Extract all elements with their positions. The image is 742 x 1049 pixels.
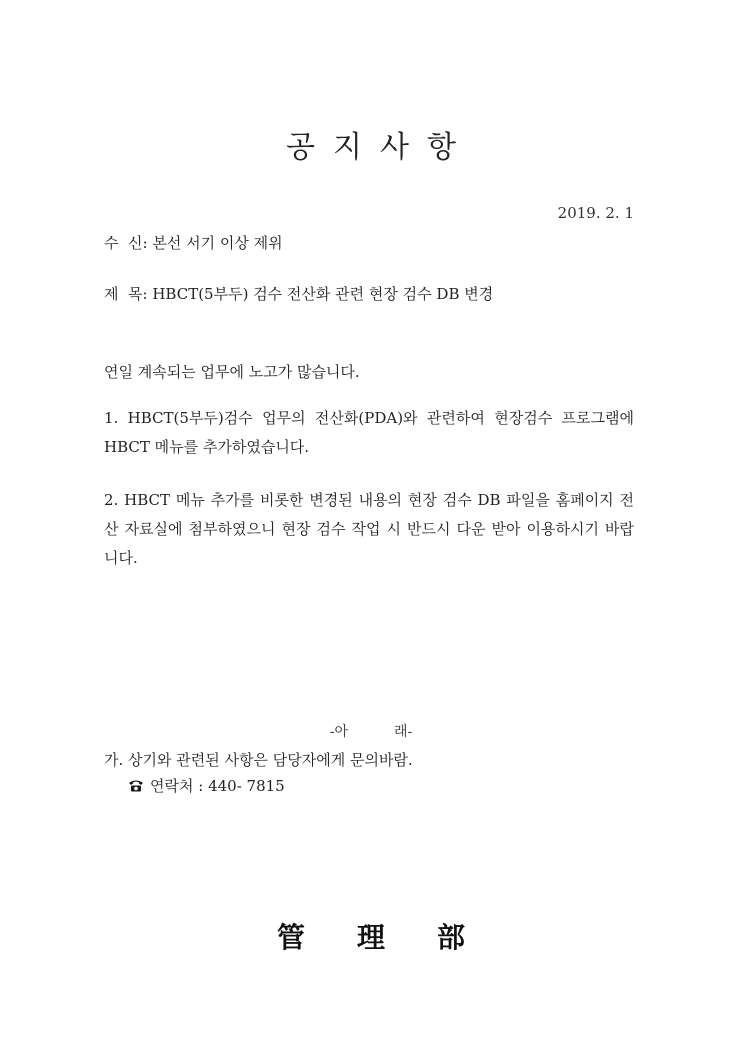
subject-label-a: 제 bbox=[104, 285, 119, 303]
subject-line bbox=[104, 283, 493, 304]
title-char: 공 bbox=[286, 130, 316, 165]
contact-label: 연락처 : bbox=[150, 777, 204, 795]
recipient-line bbox=[104, 232, 283, 253]
subject-value: HBCT(5부두) 검수 전산화 관련 현장 검수 DB 변경 bbox=[152, 285, 494, 303]
subject-label-b: 목: bbox=[128, 285, 148, 303]
contact-number: 440- 7815 bbox=[208, 777, 285, 795]
document-date: 2019. 2. 1 bbox=[557, 204, 634, 222]
title-char: 항 bbox=[426, 130, 456, 165]
item-1-paragraph: 1. HBCT(5부두)검수 업무의 전산화(PDA)와 관련하여 현장검수 프로그램에 HBCT 메뉴를 추가하였습니다. bbox=[104, 409, 634, 456]
below-heading-right: 래- bbox=[394, 724, 413, 740]
item-2-paragraph: 2. HBCT 메뉴 추가를 비롯한 변경된 내용의 현장 검수 DB 파일을 홈페이지 전산 자료실에 첨부하였으니 현장 검수 작업 시 반드시 다운 받아 이용하시기 바랍니다. bbox=[104, 491, 634, 567]
title-char: 지 bbox=[333, 130, 362, 165]
phone-icon bbox=[128, 779, 144, 792]
greeting-paragraph: 연일 계속되는 업무에 노고가 많습니다. bbox=[104, 363, 360, 381]
below-heading-left: -아 bbox=[329, 724, 348, 740]
recipient-label-a: 수 bbox=[104, 234, 119, 252]
contact-line bbox=[128, 775, 285, 796]
department-char: 部 bbox=[437, 921, 466, 954]
title-char: 사 bbox=[380, 130, 409, 165]
department-char: 管 bbox=[276, 921, 305, 954]
department-signature bbox=[0, 916, 742, 956]
recipient-value: 본선 서기 이상 제위 bbox=[152, 234, 283, 252]
department-char: 理 bbox=[356, 921, 385, 954]
recipient-label-b: 신: bbox=[128, 234, 148, 252]
below-heading bbox=[0, 721, 742, 741]
document-title bbox=[0, 122, 742, 166]
inquiry-note: 가. 상기와 관련된 사항은 담당자에게 문의바람. bbox=[104, 751, 413, 769]
